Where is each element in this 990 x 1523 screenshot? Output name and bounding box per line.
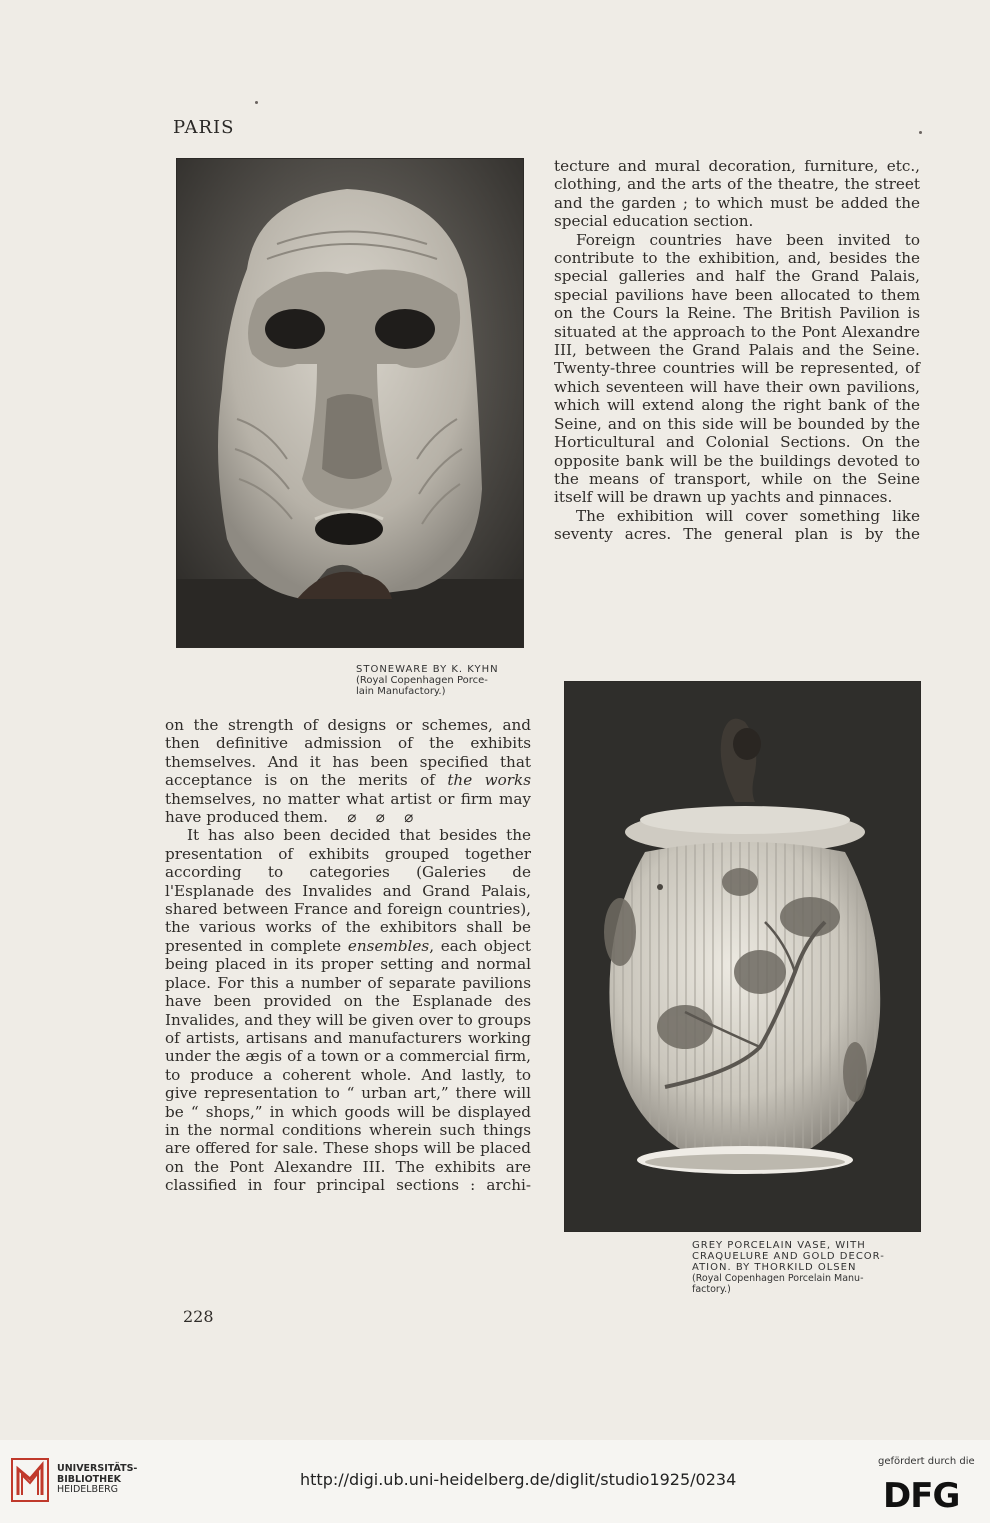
right-text-column bbox=[554, 157, 920, 544]
left-paragraph-1 bbox=[165, 716, 531, 826]
library-name-line: BIBLIOTHEK bbox=[57, 1473, 121, 1485]
permalink-url[interactable]: http://digi.ub.uni-heidelberg.de/diglit/studio1925/0234 bbox=[300, 1470, 737, 1489]
left-paragraph-2 bbox=[165, 826, 531, 1194]
running-head: PARIS bbox=[173, 117, 235, 138]
figure2-caption-title: GREY PORCELAIN VASE, WITH bbox=[692, 1240, 866, 1251]
left-text-column bbox=[165, 716, 531, 1195]
page-number: 228 bbox=[183, 1307, 214, 1326]
left-paragraph-2-text: , each object being placed in its proper setting and normal place. For this a number of separate pavilions have been provided on the Esplanade des Invalides, and they will be given over to groups of artists, artisans and manufacturers working under the ægis of a town or a commercial firm, to produce a coherent whole. And lastly, to give representation to “ urban art,” there will be “ shops,” in which goods will be displayed in the normal conditions wherein such things are offered for sale. These shops will be placed on the Pont Alexandre III. The exhibits are classified in four principal sections : archi- bbox=[165, 936, 531, 1195]
library-name-line: HEIDELBERG bbox=[57, 1484, 119, 1495]
left-paragraph-1-text: on the strength of designs or schemes, and then definitive admission of the exhibits themselves. And it has been specified that acceptance is on the merits of bbox=[165, 716, 531, 790]
paragraph-ornaments: ⌀ ⌀ ⌀ bbox=[347, 808, 414, 827]
figure1-caption-title: STONEWARE BY K. KYHN bbox=[356, 664, 499, 675]
university-library-logo-icon bbox=[10, 1455, 50, 1505]
figure2-caption-title: ATION. BY THORKILD OLSEN bbox=[692, 1262, 857, 1273]
porcelain-vase-photo bbox=[564, 681, 921, 1232]
stoneware-mask-photo bbox=[176, 158, 524, 648]
figure2-caption-title: CRAQUELURE AND GOLD DECOR- bbox=[692, 1251, 885, 1262]
dfg-logo: DFG bbox=[883, 1476, 960, 1516]
figure1-caption-credit: lain Manufactory.) bbox=[356, 686, 446, 697]
figure1-caption-credit: (Royal Copenhagen Porce- bbox=[356, 675, 488, 686]
figure2-caption bbox=[692, 1240, 907, 1295]
figure1-caption bbox=[356, 664, 499, 697]
right-paragraph-1: tecture and mural decoration, furniture, etc., clothing, and the arts of the theatre, the street and the garden ; to which must be added the special education section. bbox=[554, 157, 920, 231]
vase-illustration bbox=[565, 682, 920, 1231]
print-speck bbox=[255, 101, 258, 104]
digitization-footer bbox=[0, 1440, 990, 1523]
left-paragraph-1-text: themselves, no matter what artist or firm may have produced them. bbox=[165, 789, 531, 827]
left-paragraph-2-emphasis: ensembles bbox=[347, 936, 430, 955]
figure2-caption-credit: (Royal Copenhagen Porcelain Manu- bbox=[692, 1273, 864, 1284]
right-paragraph-3: The exhibition will cover something like seventy acres. The general plan is by the bbox=[554, 506, 920, 544]
library-name-line: UNIVERSITÄTS- bbox=[57, 1463, 138, 1474]
left-paragraph-2-text: It has also been decided that besides the presentation of exhibits grouped together according to categories (Galeries de l'Esplanade des Invalides and Grand Palais, shared between France and foreign countries), the various works of the exhibitors shall be presented in complete bbox=[165, 826, 531, 955]
left-paragraph-1-emphasis: the works bbox=[447, 771, 531, 790]
university-library-name bbox=[57, 1464, 137, 1496]
funding-note: gefördert durch die bbox=[878, 1456, 975, 1467]
right-paragraph-2: Foreign countries have been invited to contribute to the exhibition, and, besides the special galleries and half the Grand Palais, special pavilions have been allocated to them on the Cours la Reine. The British Pavilion is situated at the approach to the Pont Alexandre III, between the Grand Palais and the Seine. Twenty-three countries will be represented, of which seventeen will have their own pavilions, which will extend along the right bank of the Seine, and on this side will be bounded by the Horticultural and Colonial Sections. On the opposite bank will be the buildings devoted to the means of transport, while on the Seine itself will be drawn up yachts and pinnaces. bbox=[554, 230, 920, 507]
print-speck bbox=[919, 131, 922, 134]
figure2-caption-credit: factory.) bbox=[692, 1284, 731, 1295]
mask-illustration bbox=[177, 159, 523, 647]
